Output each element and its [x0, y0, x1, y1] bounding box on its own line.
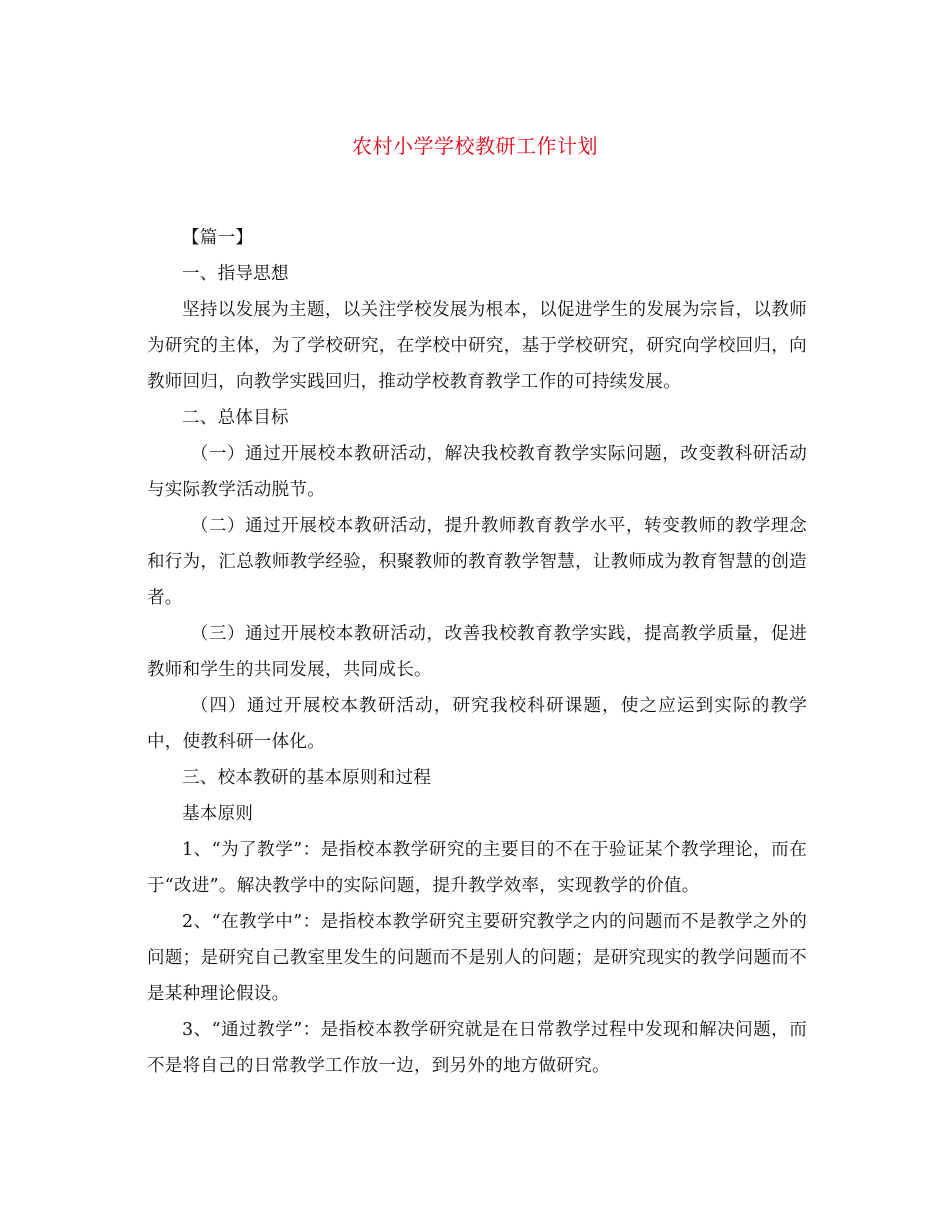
goal-item-1: （一）通过开展校本教研活动，解决我校教育教学实际问题，改变教科研活动与实际教学活动脱节。: [147, 444, 807, 500]
goal-item-3: （三）通过开展校本教研活动，改善我校教育教学实践，提高教学质量，促进教师和学生的共同发展，共同成长。: [147, 624, 807, 680]
paragraph-guiding-thought: 坚持以发展为主题，以关注学校发展为根本，以促进学生的发展为宗旨，以教师为研究的主体，为了学校研究，在学校中研究，基于学校研究，研究向学校回归，向教师回归，向教学实践回归，推动学校教育教学工作的可持续发展。: [147, 300, 807, 392]
goal-item-2: （二）通过开展校本教研活动，提升教师教育教学水平，转变教师的教学理念和行为，汇总教师教学经验，积聚教师的教育教学智慧，让教师成为教育智慧的创造者。: [147, 516, 807, 608]
principle-item-1: 1、“为了教学”：是指校本教学研究的主要目的不在于验证某个教学理论，而在于“改进”。解决教学中的实际问题，提升教学效率，实现教学的价值。: [147, 840, 807, 896]
subheading-basic-principles: 基本原则: [182, 804, 254, 824]
goal-item-4: （四）通过开展校本教研活动，研究我校科研课题，使之应运到实际的教学中，使教科研一体化。: [147, 696, 807, 752]
document-body: [147, 220, 807, 1084]
document-title: 农村小学学校教研工作计划: [352, 134, 598, 158]
principle-item-3: 3、“通过教学”：是指校本教学研究就是在日常教学过程中发现和解决问题，而不是将自己的日常教学工作放一边，到另外的地方做研究。: [147, 1020, 807, 1076]
section-heading-principles: 三、校本教研的基本原则和过程: [182, 768, 432, 788]
section-heading-guiding-thought: 一、指导思想: [182, 264, 289, 284]
section-heading-overall-goals: 二、总体目标: [182, 408, 289, 428]
principle-item-2: 2、“在教学中”：是指校本教学研究主要研究教学之内的问题而不是教学之外的问题；是研究自己教室里发生的问题而不是别人的问题；是研究现实的教学问题而不是某种理论假设。: [147, 912, 807, 1004]
section-marker: 【篇一】: [182, 228, 254, 248]
